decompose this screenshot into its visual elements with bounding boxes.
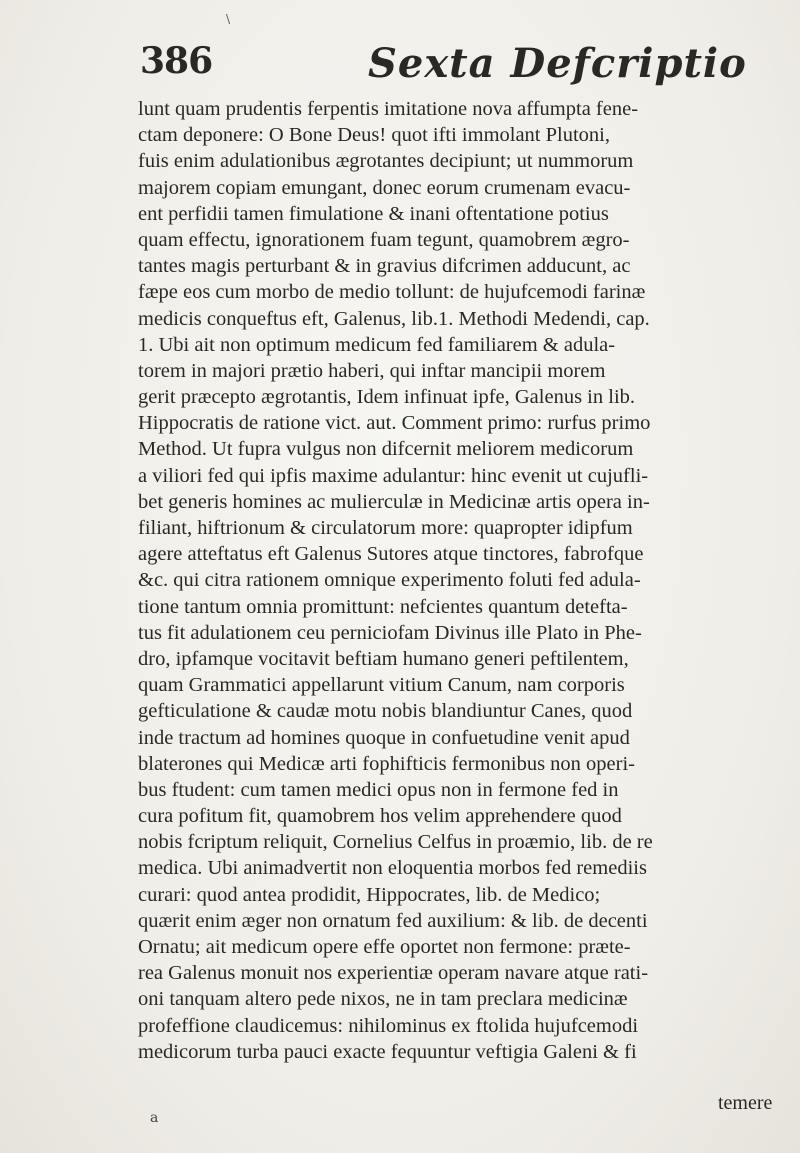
text-line: inde tractum ad homines quoque in confuetudine venit apud [138,726,630,749]
text-line: fæpe eos cum morbo de medio tollunt: de hujufcemodi farinæ [138,281,646,304]
text-line: filiant, hiftrionum & circulatorum more: quapropter idipfum [138,517,633,539]
ink-mark-top: \ [226,12,231,26]
text-line: medicis conqueftus eft, Galenus, lib.1. Methodi Medendi, cap. [138,307,650,330]
text-line: ent perfidii tamen fimulatione & inani oftentatione potius [138,202,609,225]
text-line: cura pofitum fit, quamobrem hos velim apprehendere quod [138,805,622,828]
text-line: agere atteftatus eft Galenus Sutores atque tinctores, fabrofque [138,543,644,566]
text-line: 1. Ubi ait non optimum medicum fed familiarem & adula- [138,333,616,356]
text-line: tione tantum omnia promittunt: nefcientes quantum detefta- [138,595,628,618]
text-line: medica. Ubi animadvertit non eloquentia morbos fed remediis [138,857,647,880]
ink-mark-bottom: a [150,1110,159,1126]
text-line: oni tanquam altero pede nixos, ne in tam preclara medicinæ [138,988,628,1011]
text-line: ctam deponere: O Bone Deus! quot ifti immolant Plutoni, [138,124,610,147]
text-line: quærit enim æger non ornatum fed auxilium: & lib. de decenti [138,909,648,932]
text-line: quam Grammatici appellarunt vitium Canum, nam corporis [138,674,625,697]
text-line: blaterones qui Medicæ arti fophifticis fermonibus non operi- [138,752,636,775]
catchword: temere [718,1092,773,1114]
text-line: gerit præcepto ægrotantis, Idem infinuat ipfe, Galenus in lib. [138,386,636,409]
text-line: torem in majori prætio haberi, qui inftar mancipii morem [138,359,606,382]
running-title: Sexta Defcriptio [368,40,747,87]
text-line: Hippocratis de ratione vict. aut. Comment primo: rurfus primo [138,412,651,435]
page-number: 386 [140,40,213,82]
text-line: medicorum turba pauci exacte fequuntur veftigia Galeni & fi [138,1040,637,1063]
text-line: gefticulatione & caudæ motu nobis blandiuntur Canes, quod [138,700,633,723]
text-line: fuis enim adulationibus ægrotantes decipiunt; ut nummorum [138,150,634,173]
text-line: lunt quam prudentis ferpentis imitatione nova affumpta fene- [138,98,639,120]
text-line: dro, ipfamque vocitavit beftiam humano generi peftilentem, [138,647,629,670]
text-line: bet generis homines ac mulierculæ in Medicinæ artis opera in- [138,490,650,513]
text-line: profeffione claudicemus: nihilominus ex ftolida hujufcemodi [138,1014,639,1037]
text-line: rea Galenus monuit nos experientiæ operam navare atque rati- [138,962,649,985]
text-line: nobis fcriptum reliquit, Cornelius Celfus in proæmio, lib. de re [138,831,653,854]
text-line: quam effectu, ignorationem fuam tegunt, quamobrem ægro- [138,228,630,251]
text-line: tantes magis perturbant & in gravius difcrimen adducunt, ac [138,255,631,278]
text-line: a viliori fed qui ipfis maxime adulantur: hinc evenit ut cujufli- [138,464,649,487]
text-line: tus fit adulationem ceu perniciofam Divinus ille Plato in Phe- [138,621,642,644]
text-line: &c. qui citra rationem omnique experimento foluti fed adula- [138,569,641,592]
text-line: Ornatu; ait medicum opere effe oportet non fermone: præte- [138,936,631,958]
body-text [138,96,788,1065]
text-line: curari: quod antea prodidit, Hippocrates, lib. de Medico; [138,883,601,906]
page-header [140,40,780,92]
text-line: majorem copiam emungant, donec eorum crumenam evacu- [138,176,631,199]
text-line: bus ftudent: cum tamen medici opus non in fermone fed in [138,778,619,801]
text-line: Method. Ut fupra vulgus non difcernit meliorem medicorum [138,438,634,461]
